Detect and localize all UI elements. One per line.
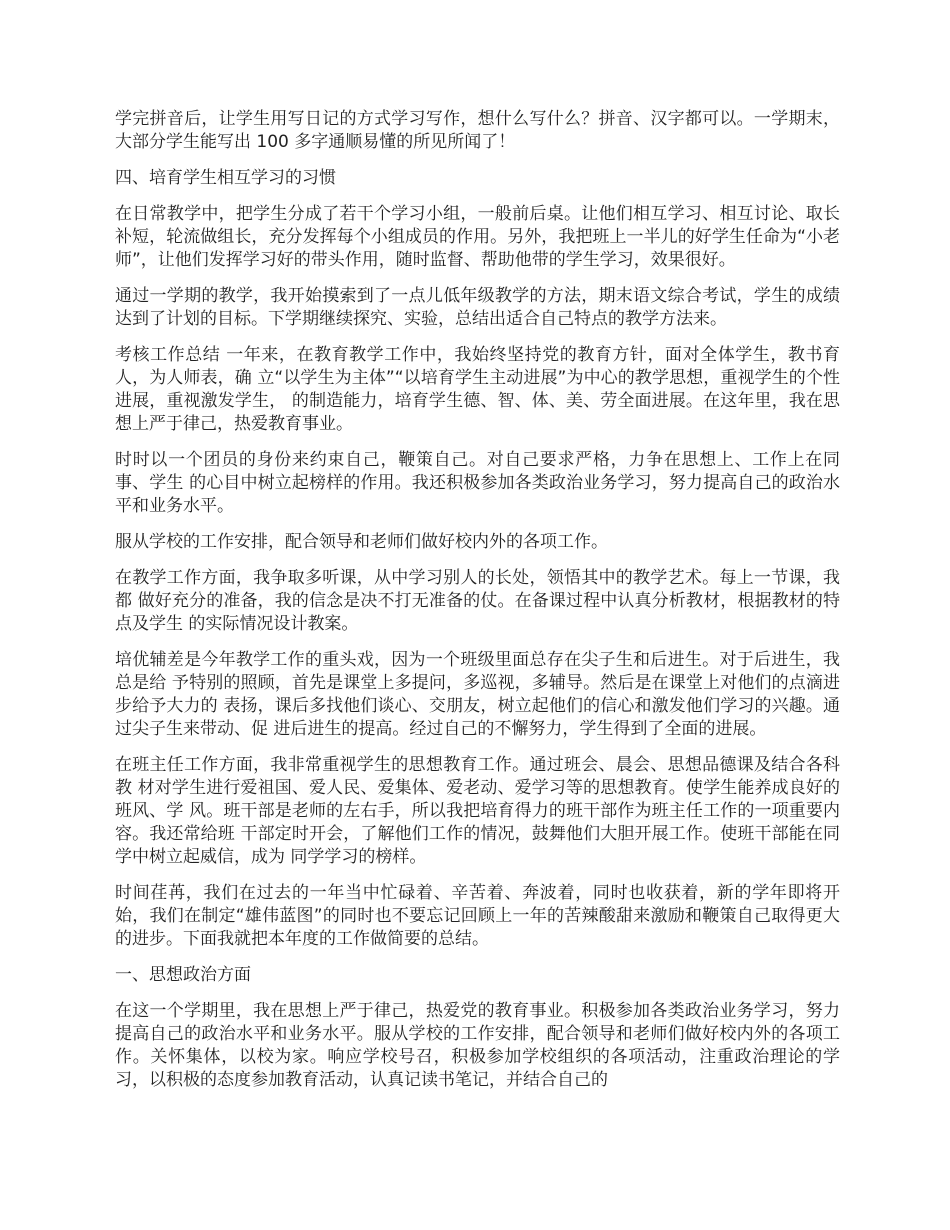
paragraph-study-groups: 在日常教学中，把学生分成了若干个学习小组，一般前后桌。让他们相互学习、相互讨论、取长补短，轮流做组长，充分发挥每个小组成员的作用。另外，我把班上一半儿的好学生任命为“小老师”，让他们发挥学习好的带头作用，随时监督、帮助他带的学生学习，效果很好。 — [115, 204, 840, 270]
section-heading-political-thought: 一、思想政治方面 — [115, 965, 251, 985]
paragraph-political-study: 在这一个学期里，我在思想上严于律己，热爱党的教育事业。积极参加各类政治业务学习，努力提高自己的政治水平和业务水平。服从学校的工作安排，配合领导和老师们做好校内外的各项工作。关怀集体，以校为家。响应学校号召，积极参加学校组织的各项活动，注重政治理论的学习，以积极的态度参加教育活动，认真记读书笔记，并结合自己的 — [115, 1001, 840, 1090]
paragraph-year-review: 时间荏苒，我们在过去的一年当中忙碌着、辛苦着、奔波着，同时也收获着，新的学年即将开始，我们在制定“雄伟蓝图”的同时也不要忘记回顾上一年的苦辣酸甜来激励和鞭策自己取得更大的进步。下面我就把本年度的工作做简要的总结。 — [115, 883, 840, 949]
paragraph-diary-writing: 学完拼音后，让学生用写日记的方式学习写作，想什么写什么？拼音、汉字都可以。一学期末，大部分学生能写出 100 多字通顺易懂的所见所闻了！ — [115, 109, 840, 152]
paragraph-tutoring: 培优辅差是今年教学工作的重头戏，因为一个班级里面总存在尖子生和后进生。对于后进生，我总是给 予特别的照顾，首先是课堂上多提问，多巡视，多辅导。然后是在课堂上对他们的点滴进步给予大力的 表扬，课后多找他们谈心、交朋友，树立起他们的信心和激发他们学习的兴趣。通过尖子生来带动、促 进后进生的提高。经过自己的不懈努力，学生得到了全面的进展。 — [115, 650, 840, 739]
paragraph-semester-results: 通过一学期的教学，我开始摸索到了一点儿低年级教学的方法，期末语文综合考试，学生的成绩达到了计划的目标。下学期继续探究、实验，总结出适合自己特点的教学方法来。 — [115, 286, 840, 329]
paragraph-assessment-summary: 考核工作总结 一年来，在教育教学工作中，我始终坚持党的教育方针，面对全体学生，教书育人，为人师表，确 立“以学生为主体”“以培育学生主动进展”为中心的教学思想，重视学生的个性进展，重视激发学生， 的制造能力，培育学生德、智、体、美、劳全面进展。在这年里，我在思想上严于律己，热爱教育事业。 — [115, 345, 840, 434]
paragraph-teaching-work: 在教学工作方面，我争取多听课，从中学习别人的长处，领悟其中的教学艺术。每上一节课，我都 做好充分的准备，我的信念是决不打无准备的仗。在备课过程中认真分析教材，根据教材的特点及学生 的实际情况设计教案。 — [115, 568, 840, 634]
paragraph-self-discipline: 时时以一个团员的身份来约束自己，鞭策自己。对自己要求严格，力争在思想上、工作上在同事、学生 的心目中树立起榜样的作用。我还积极参加各类政治业务学习，努力提高自己的政治水平和业务水平。 — [115, 450, 840, 516]
document-body — [115, 108, 840, 1105]
paragraph-class-teacher-work: 在班主任工作方面，我非常重视学生的思想教育工作。通过班会、晨会、思想品德课及结合各科教 材对学生进行爱祖国、爱人民、爱集体、爱老动、爱学习等的思想教育。使学生能养成良好的班风、学 风。班干部是老师的左右手，所以我把培育得力的班干部作为班主任工作的一项重要内容。我还常给班 干部定时开会，了解他们工作的情况，鼓舞他们大胆开展工作。使班干部能在同学中树立起威信，成为 同学学习的榜样。 — [115, 755, 840, 867]
section-heading-mutual-learning: 四、培育学生相互学习的习惯 — [115, 168, 336, 188]
paragraph-school-arrangements: 服从学校的工作安排，配合领导和老师们做好校内外的各项工作。 — [115, 532, 608, 552]
